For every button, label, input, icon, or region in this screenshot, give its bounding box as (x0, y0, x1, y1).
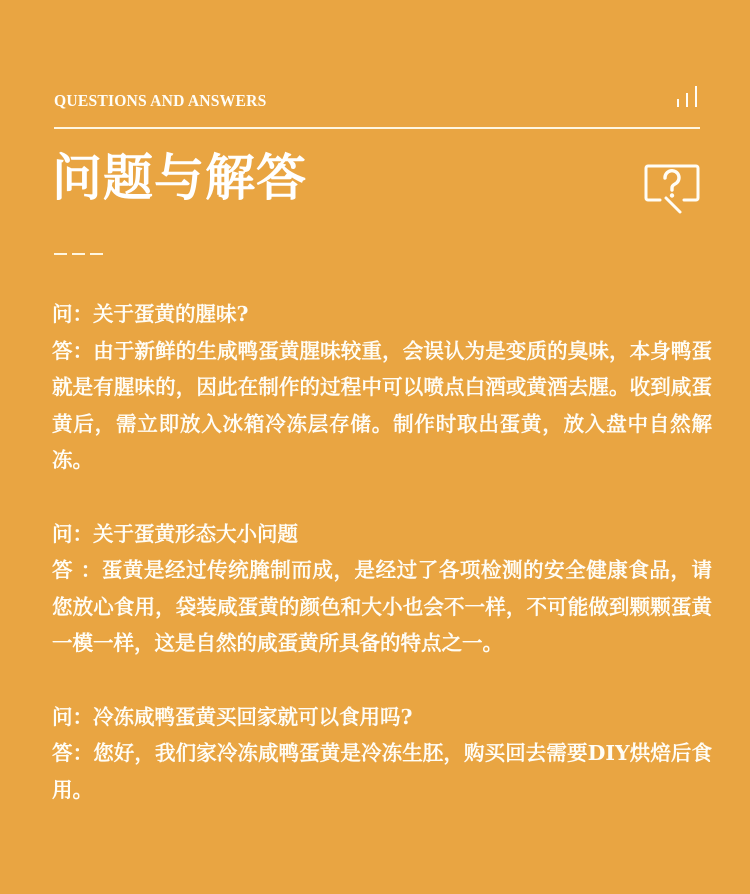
qa-item (52, 699, 712, 809)
page-title: 问题与解答 (52, 148, 307, 207)
signal-bars-icon (675, 86, 699, 108)
qa-list (52, 296, 712, 845)
dash-divider (54, 253, 103, 255)
qa-question: 问：冷冻咸鸭蛋黄买回家就可以食用吗? (52, 704, 413, 729)
qa-question: 问：关于蛋黄的腥味? (52, 302, 249, 326)
qa-answer: 答 ：蛋黄是经过传统腌制而成，是经过了各项检测的安全健康食品，请您放心食用，袋装咸蛋黄的颜色和大小也会不一样，不可能做到颗颗蛋黄一模一样，这是自然的咸蛋黄所具备的特点之一。 (52, 558, 712, 655)
qa-item (52, 296, 712, 479)
qa-question: 问：关于蛋黄形态大小问题 (52, 521, 298, 546)
section-eyebrow: QUESTIONS AND ANSWERS (54, 91, 267, 110)
question-speech-bubble-icon (644, 160, 700, 216)
dash (54, 253, 67, 255)
dash (90, 253, 103, 255)
header-divider (54, 127, 700, 129)
dash (72, 253, 85, 255)
qa-answer: 答：您好，我们家冷冻咸鸭蛋黄是冷冻生胚，购买回去需要DIY烘焙后食用。 (52, 741, 712, 802)
qa-item (52, 516, 712, 662)
qa-answer: 答：由于新鲜的生咸鸭蛋黄腥味较重，会误认为是变质的臭味，本身鸭蛋就是有腥味的，因此在制作的过程中可以喷点白酒或黄酒去腥。收到咸蛋黄后，需立即放入冰箱冷冻层存储。制作时取出蛋黄，放入盘中自然解冻。 (52, 338, 712, 472)
